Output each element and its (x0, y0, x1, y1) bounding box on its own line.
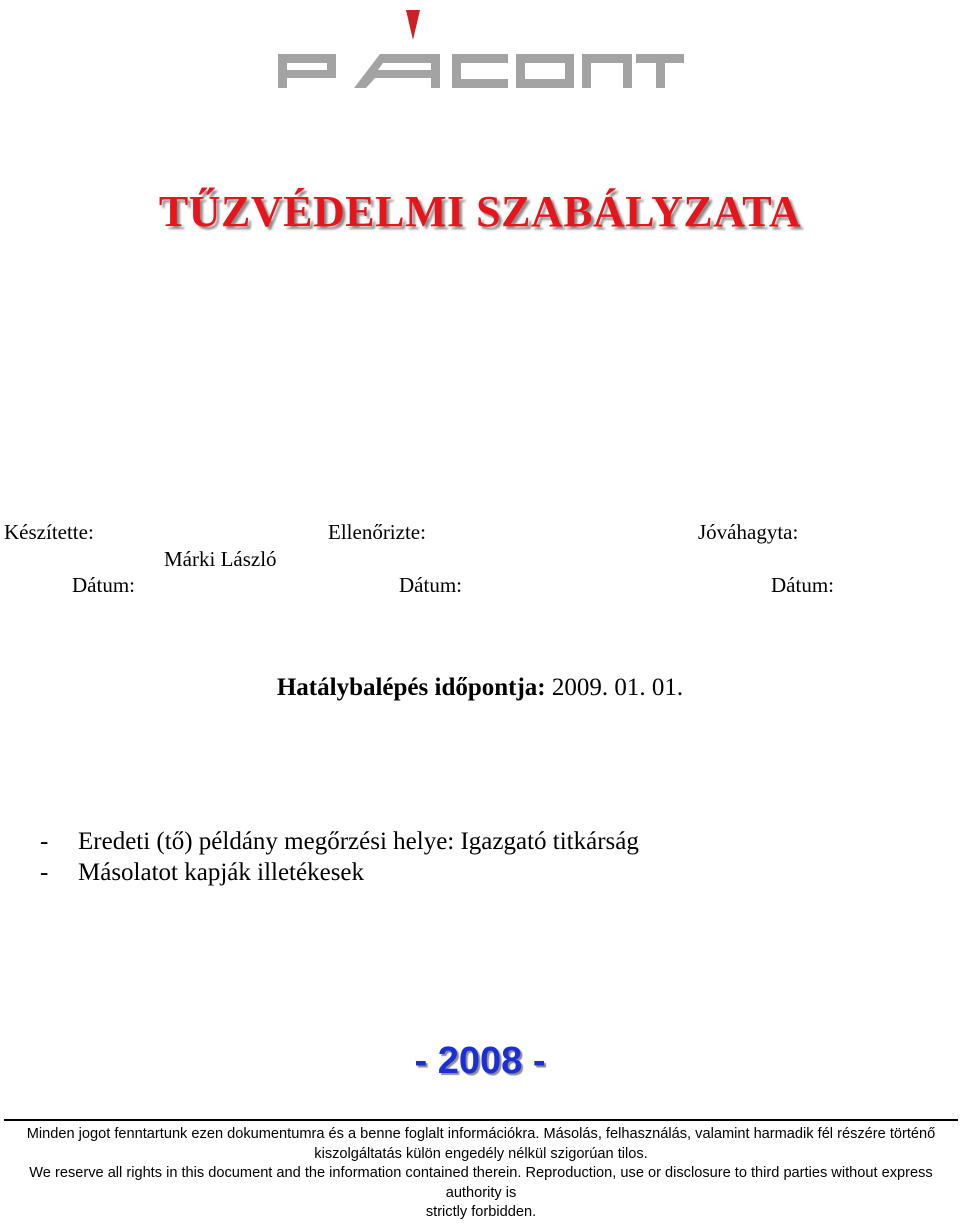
footer-divider (4, 1119, 958, 1121)
list-bullet: - (40, 828, 49, 855)
footer-english-2: strictly forbidden. (425, 1204, 537, 1221)
list-item (0, 859, 364, 887)
pacont-logo-icon (270, 8, 690, 98)
approved-by-label: Jóváhagyta: (698, 520, 799, 544)
effective-date-label: Hatálybalépés időpontja: (276, 674, 546, 701)
list-item (0, 828, 639, 856)
effective-date (0, 674, 960, 702)
list-bullet: - (40, 859, 49, 886)
checked-by-label: Ellenőrizte: (328, 520, 426, 544)
checked-date-label: Dátum: (399, 573, 462, 597)
document-year: - 2008 - (414, 1040, 546, 1082)
effective-date-value: 2009. 01. 01. (551, 674, 684, 701)
copyright-footer (4, 1125, 958, 1223)
footer-english-1: We reserve all rights in this document and the information contained therein. Reproduction, use or disclosure to third parties without express authority is (29, 1165, 933, 1201)
company-logo (270, 8, 690, 98)
document-title: TŰZVÉDELMI SZABÁLYZATA (158, 187, 802, 236)
approved-date-label: Dátum: (771, 573, 834, 597)
prepared-by-label: Készítette: (4, 520, 94, 544)
prepared-by-name: Márki László (164, 547, 277, 571)
note-original-location: Eredeti (tő) példány megőrzési helye: Igazgató titkárság (78, 828, 639, 855)
footer-hungarian: Minden jogot fenntartunk ezen dokumentumra és a benne foglalt információkra. Másolás, felhasználás, valamint harmadik fél részére történő kiszolgáltatás külön engedély nélkül szigorúan tilos. (26, 1126, 936, 1162)
prepared-date-label: Dátum: (72, 573, 135, 597)
note-copy-recipients: Másolatot kapják illetékesek (78, 859, 365, 886)
